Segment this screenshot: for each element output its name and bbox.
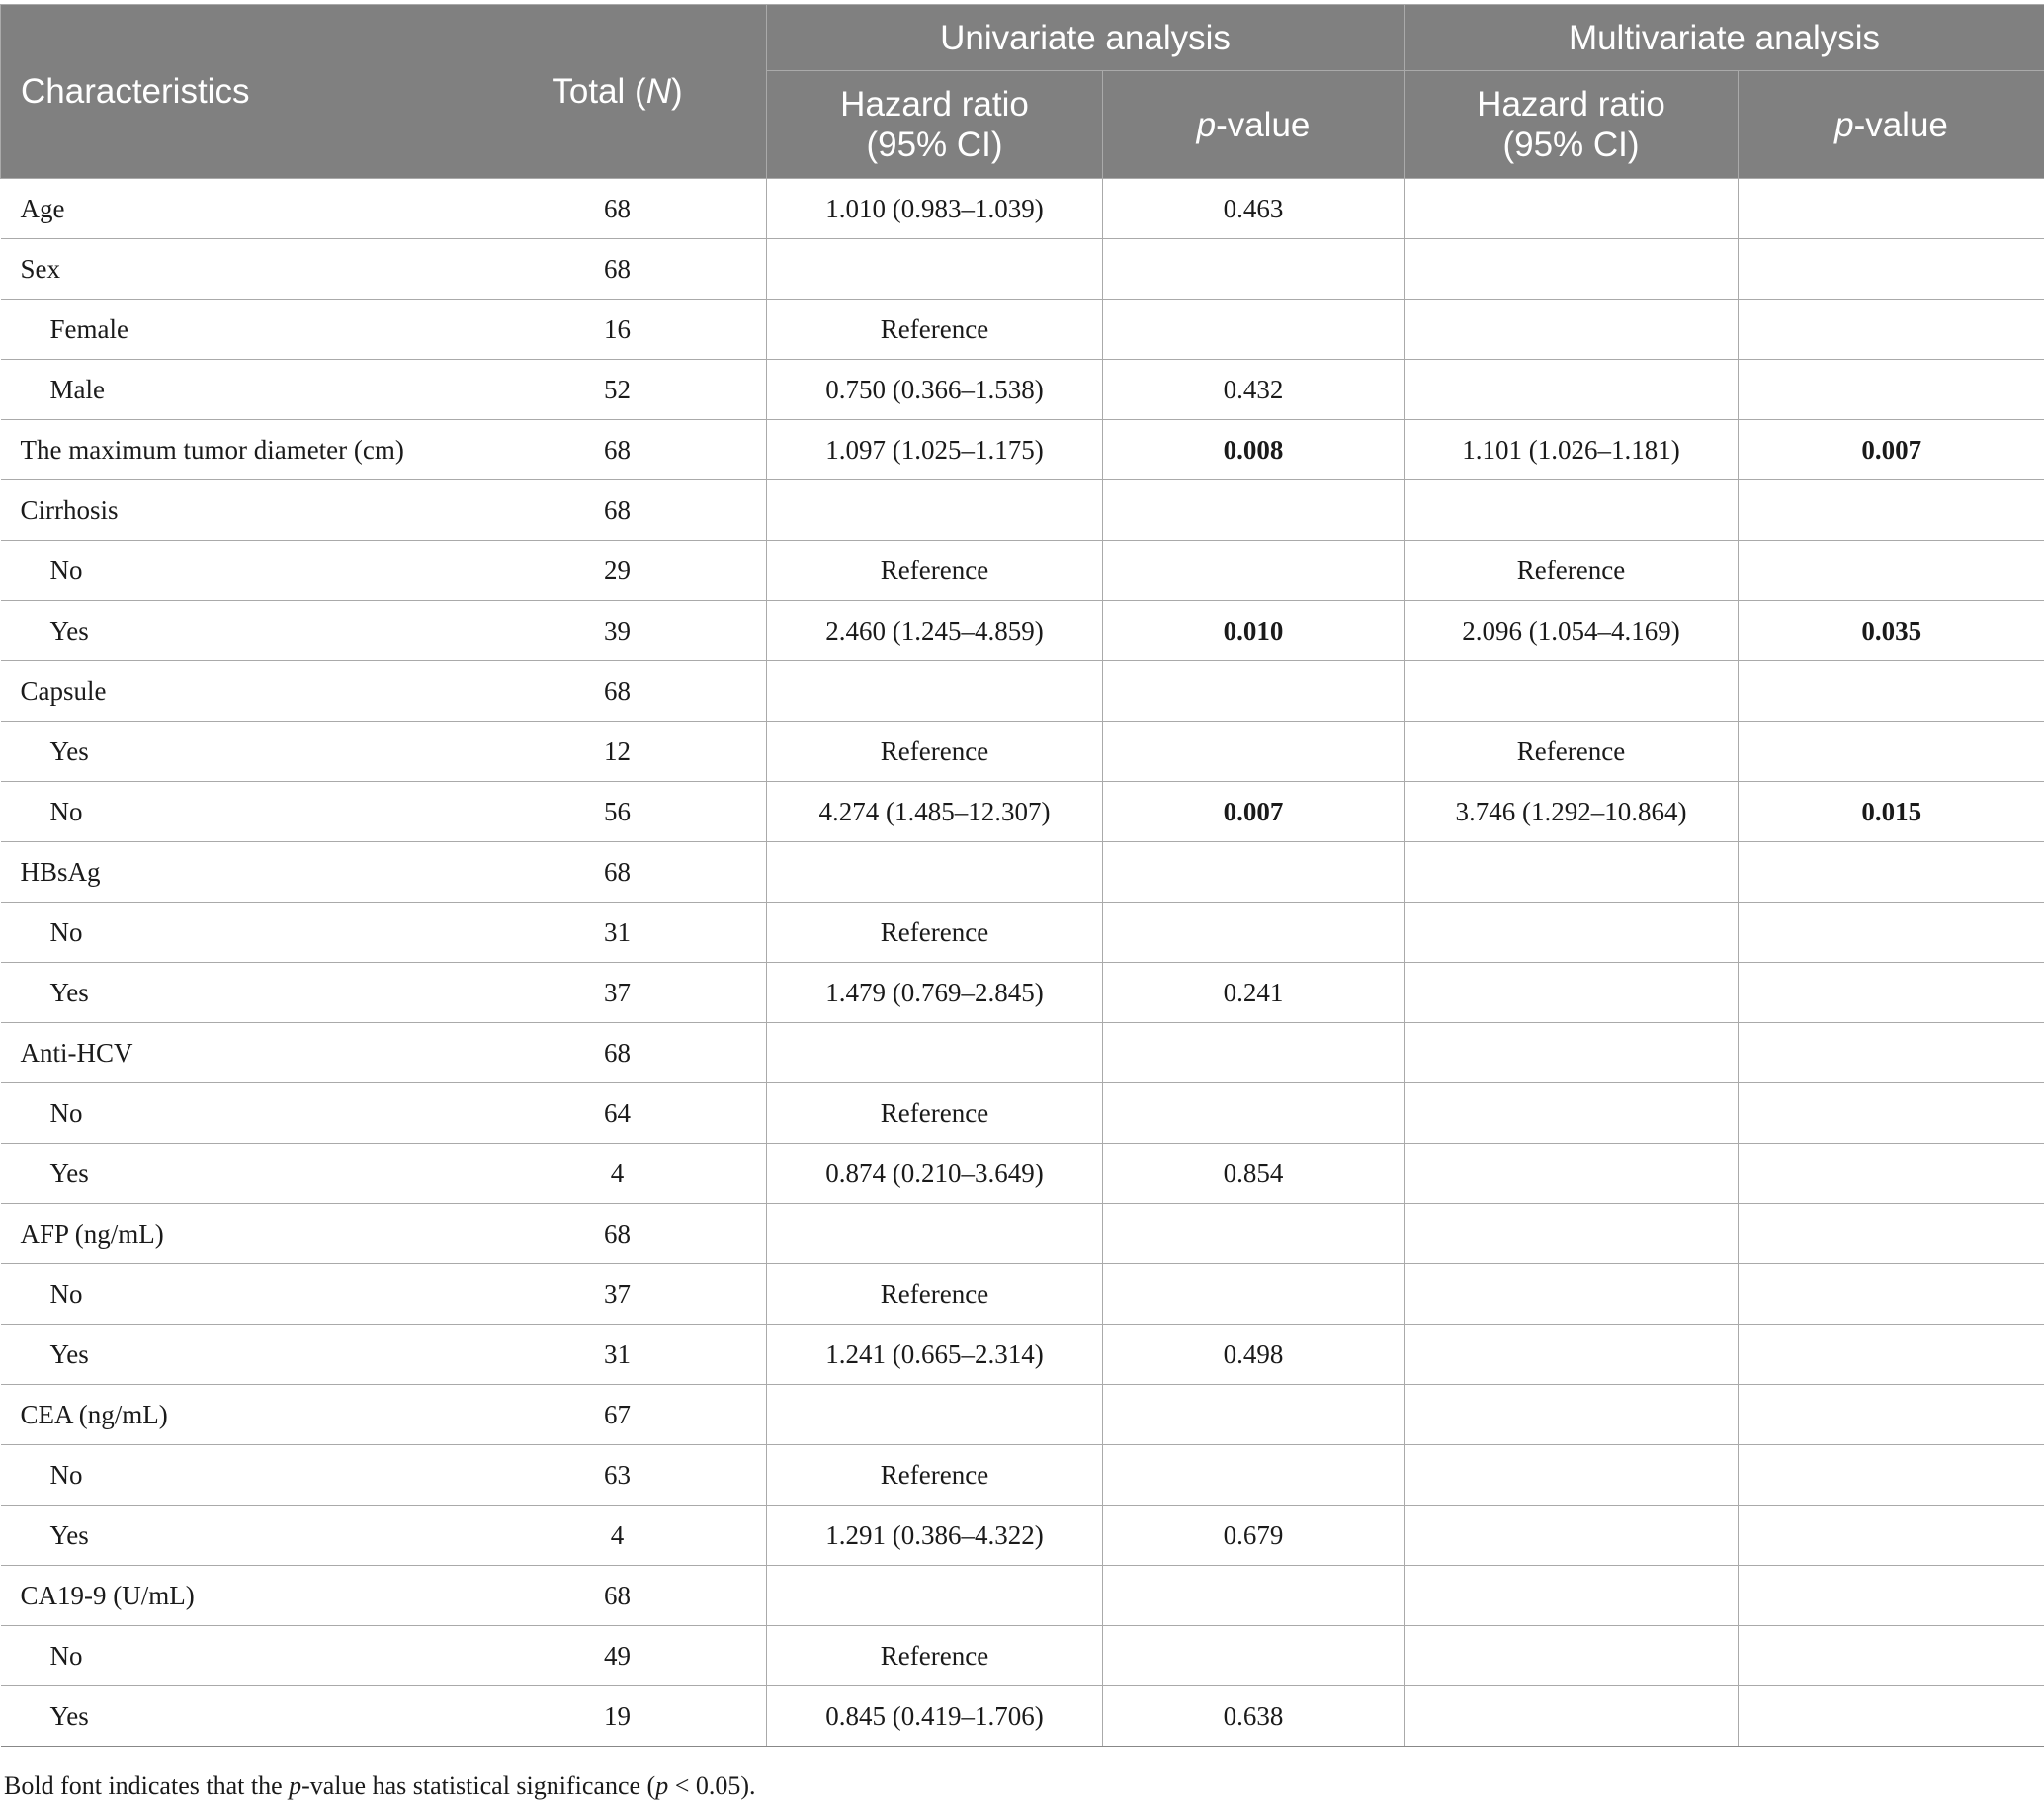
cell-uni-hazard-ratio: Reference	[767, 1083, 1103, 1144]
cell-uni-hazard-ratio: 1.291 (0.386–4.322)	[767, 1506, 1103, 1566]
header-uni-hazard-ratio	[767, 71, 1103, 179]
cell-characteristic: No	[1, 782, 468, 842]
cell-multi-p-value	[1739, 1204, 2044, 1264]
footnote-middle: -value has statistical significance (	[301, 1771, 656, 1800]
table-row	[1, 1445, 2044, 1506]
table-row	[1, 179, 2044, 239]
cell-total: 67	[468, 1385, 767, 1445]
cell-characteristic: No	[1, 1445, 468, 1506]
cell-total: 68	[468, 480, 767, 541]
cell-multi-hazard-ratio	[1405, 300, 1739, 360]
cell-total: 31	[468, 1325, 767, 1385]
cell-characteristic: Yes	[1, 963, 468, 1023]
cell-total: 68	[468, 1566, 767, 1626]
cell-total: 39	[468, 601, 767, 661]
cell-characteristic: Yes	[1, 601, 468, 661]
cell-uni-p-value: 0.008	[1103, 420, 1405, 480]
cell-characteristic: Anti-HCV	[1, 1023, 468, 1083]
cell-characteristic: The maximum tumor diameter (cm)	[1, 420, 468, 480]
cell-uni-p-value: 0.638	[1103, 1686, 1405, 1747]
cell-multi-p-value	[1739, 1023, 2044, 1083]
cell-multi-p-value	[1739, 179, 2044, 239]
cell-multi-hazard-ratio	[1405, 1083, 1739, 1144]
table-row	[1, 420, 2044, 480]
cell-multi-p-value	[1739, 1083, 2044, 1144]
cell-multi-p-value	[1739, 480, 2044, 541]
cell-uni-hazard-ratio: Reference	[767, 1626, 1103, 1686]
cell-multi-hazard-ratio	[1405, 1325, 1739, 1385]
cell-total: 37	[468, 963, 767, 1023]
cell-total: 68	[468, 661, 767, 722]
table-row	[1, 1023, 2044, 1083]
table-row	[1, 1566, 2044, 1626]
cell-total: 63	[468, 1445, 767, 1506]
cell-uni-hazard-ratio	[767, 1023, 1103, 1083]
cell-total: 37	[468, 1264, 767, 1325]
table-row	[1, 722, 2044, 782]
cell-uni-hazard-ratio: 0.845 (0.419–1.706)	[767, 1686, 1103, 1747]
header-total-close: )	[670, 72, 683, 111]
header-multi-hazard-ratio	[1405, 71, 1739, 179]
table-row	[1, 661, 2044, 722]
cell-uni-p-value	[1103, 1626, 1405, 1686]
cell-multi-p-value	[1739, 1686, 2044, 1747]
cell-uni-hazard-ratio: 1.010 (0.983–1.039)	[767, 179, 1103, 239]
table-row	[1, 782, 2044, 842]
cell-characteristic: CEA (ng/mL)	[1, 1385, 468, 1445]
cell-uni-p-value: 0.241	[1103, 963, 1405, 1023]
cell-characteristic: No	[1, 1083, 468, 1144]
p-suffix: -value	[1853, 105, 1948, 144]
table-row	[1, 480, 2044, 541]
cell-total: 64	[468, 1083, 767, 1144]
cell-characteristic: AFP (ng/mL)	[1, 1204, 468, 1264]
cell-uni-p-value	[1103, 842, 1405, 903]
table-body	[1, 179, 2044, 1747]
cell-uni-hazard-ratio: Reference	[767, 1264, 1103, 1325]
cell-multi-hazard-ratio	[1405, 963, 1739, 1023]
cell-uni-p-value	[1103, 1204, 1405, 1264]
cell-multi-p-value	[1739, 903, 2044, 963]
cell-multi-p-value	[1739, 239, 2044, 300]
cell-total: 56	[468, 782, 767, 842]
header-uni-p-value	[1103, 71, 1405, 179]
cell-multi-hazard-ratio: Reference	[1405, 722, 1739, 782]
table-row	[1, 1626, 2044, 1686]
cell-multi-p-value	[1739, 541, 2044, 601]
cell-characteristic: Capsule	[1, 661, 468, 722]
cell-multi-hazard-ratio	[1405, 1023, 1739, 1083]
cell-multi-hazard-ratio: Reference	[1405, 541, 1739, 601]
cell-multi-p-value	[1739, 1144, 2044, 1204]
cell-multi-hazard-ratio	[1405, 1626, 1739, 1686]
cell-uni-p-value	[1103, 661, 1405, 722]
cell-uni-hazard-ratio: Reference	[767, 1445, 1103, 1506]
cell-uni-p-value	[1103, 480, 1405, 541]
cell-multi-p-value	[1739, 360, 2044, 420]
table-row	[1, 1506, 2044, 1566]
cell-uni-p-value	[1103, 722, 1405, 782]
cell-characteristic: Female	[1, 300, 468, 360]
cell-uni-hazard-ratio: 1.097 (1.025–1.175)	[767, 420, 1103, 480]
cell-characteristic: No	[1, 1626, 468, 1686]
table-row	[1, 1083, 2044, 1144]
cell-uni-p-value	[1103, 1445, 1405, 1506]
cell-uni-p-value: 0.010	[1103, 601, 1405, 661]
cell-total: 68	[468, 179, 767, 239]
cell-multi-hazard-ratio	[1405, 1385, 1739, 1445]
cell-characteristic: Sex	[1, 239, 468, 300]
cell-multi-hazard-ratio: 3.746 (1.292–10.864)	[1405, 782, 1739, 842]
table-row	[1, 1264, 2044, 1325]
cell-multi-hazard-ratio	[1405, 179, 1739, 239]
cell-multi-hazard-ratio: 2.096 (1.054–4.169)	[1405, 601, 1739, 661]
cell-multi-hazard-ratio	[1405, 1686, 1739, 1747]
cell-total: 16	[468, 300, 767, 360]
cell-characteristic: HBsAg	[1, 842, 468, 903]
cell-characteristic: Yes	[1, 1144, 468, 1204]
cell-multi-hazard-ratio	[1405, 1144, 1739, 1204]
cell-uni-hazard-ratio: 4.274 (1.485–12.307)	[767, 782, 1103, 842]
cell-uni-hazard-ratio: Reference	[767, 903, 1103, 963]
cell-total: 68	[468, 239, 767, 300]
table-row	[1, 1204, 2044, 1264]
table-row	[1, 903, 2044, 963]
cell-total: 31	[468, 903, 767, 963]
table-row	[1, 1686, 2044, 1747]
cell-multi-hazard-ratio	[1405, 1506, 1739, 1566]
table-row	[1, 963, 2044, 1023]
table-row	[1, 1144, 2044, 1204]
hr-line2: (95% CI)	[866, 126, 1003, 164]
header-total-n: N	[645, 72, 671, 111]
cell-multi-p-value	[1739, 1264, 2044, 1325]
cell-multi-hazard-ratio	[1405, 661, 1739, 722]
table-row	[1, 300, 2044, 360]
cell-uni-p-value	[1103, 1083, 1405, 1144]
cell-uni-hazard-ratio: Reference	[767, 541, 1103, 601]
header-multi-p-value	[1739, 71, 2044, 179]
cell-total: 4	[468, 1506, 767, 1566]
cell-multi-hazard-ratio	[1405, 1204, 1739, 1264]
cell-uni-p-value	[1103, 903, 1405, 963]
cell-total: 68	[468, 1023, 767, 1083]
footnote-p1: p	[289, 1771, 302, 1800]
cell-uni-p-value	[1103, 1264, 1405, 1325]
cell-uni-p-value: 0.007	[1103, 782, 1405, 842]
cell-uni-hazard-ratio: 1.241 (0.665–2.314)	[767, 1325, 1103, 1385]
cell-multi-p-value	[1739, 722, 2044, 782]
cell-uni-p-value	[1103, 1566, 1405, 1626]
p-letter: p	[1834, 105, 1854, 144]
p-suffix: -value	[1216, 105, 1311, 144]
cell-multi-p-value	[1739, 842, 2044, 903]
cell-multi-hazard-ratio	[1405, 239, 1739, 300]
cell-uni-hazard-ratio: Reference	[767, 722, 1103, 782]
cell-characteristic: No	[1, 541, 468, 601]
hr-line2: (95% CI)	[1502, 126, 1640, 164]
footnote	[4, 1771, 756, 1801]
cell-multi-p-value	[1739, 1566, 2044, 1626]
cell-uni-p-value	[1103, 300, 1405, 360]
cell-characteristic: Yes	[1, 722, 468, 782]
cell-uni-hazard-ratio: 0.874 (0.210–3.649)	[767, 1144, 1103, 1204]
cell-multi-p-value	[1739, 1445, 2044, 1506]
table-row	[1, 541, 2044, 601]
table-row	[1, 1325, 2044, 1385]
footnote-p2: p	[655, 1771, 669, 1800]
cell-total: 4	[468, 1144, 767, 1204]
cell-multi-p-value: 0.035	[1739, 601, 2044, 661]
header-total	[468, 5, 767, 179]
cell-multi-hazard-ratio	[1405, 903, 1739, 963]
header-row-1	[1, 5, 2044, 71]
cell-multi-hazard-ratio: 1.101 (1.026–1.181)	[1405, 420, 1739, 480]
cell-total: 12	[468, 722, 767, 782]
cell-characteristic: Cirrhosis	[1, 480, 468, 541]
cell-characteristic: Male	[1, 360, 468, 420]
cell-total: 68	[468, 1204, 767, 1264]
cell-uni-p-value: 0.432	[1103, 360, 1405, 420]
cell-total: 29	[468, 541, 767, 601]
cell-uni-p-value: 0.679	[1103, 1506, 1405, 1566]
hr-line1: Hazard ratio	[1477, 85, 1665, 124]
cell-uni-hazard-ratio	[767, 1385, 1103, 1445]
footnote-before: Bold font indicates that the	[4, 1771, 290, 1800]
cell-total: 19	[468, 1686, 767, 1747]
cell-characteristic: CA19-9 (U/mL)	[1, 1566, 468, 1626]
cell-uni-hazard-ratio: 2.460 (1.245–4.859)	[767, 601, 1103, 661]
cell-multi-p-value	[1739, 661, 2044, 722]
cell-characteristic: No	[1, 903, 468, 963]
header-multivariate: Multivariate analysis	[1405, 5, 2044, 71]
cell-multi-hazard-ratio	[1405, 842, 1739, 903]
cell-uni-p-value: 0.854	[1103, 1144, 1405, 1204]
footnote-after: < 0.05).	[668, 1771, 756, 1800]
cell-uni-hazard-ratio: 1.479 (0.769–2.845)	[767, 963, 1103, 1023]
cell-uni-hazard-ratio	[767, 480, 1103, 541]
cell-characteristic: Age	[1, 179, 468, 239]
results-table	[0, 4, 2044, 1747]
cell-uni-p-value	[1103, 1023, 1405, 1083]
cell-multi-p-value	[1739, 1325, 2044, 1385]
cell-multi-p-value	[1739, 300, 2044, 360]
cell-characteristic: No	[1, 1264, 468, 1325]
cell-total: 68	[468, 842, 767, 903]
header-univariate: Univariate analysis	[767, 5, 1405, 71]
table-row	[1, 239, 2044, 300]
cell-uni-hazard-ratio: 0.750 (0.366–1.538)	[767, 360, 1103, 420]
cell-uni-p-value	[1103, 541, 1405, 601]
table-row	[1, 1385, 2044, 1445]
cell-uni-hazard-ratio	[767, 842, 1103, 903]
cell-multi-hazard-ratio	[1405, 1566, 1739, 1626]
cell-multi-p-value	[1739, 1506, 2044, 1566]
cell-multi-p-value	[1739, 963, 2044, 1023]
cell-characteristic: Yes	[1, 1686, 468, 1747]
header-total-label: Total (	[552, 72, 646, 111]
cell-total: 52	[468, 360, 767, 420]
hr-line1: Hazard ratio	[840, 85, 1029, 124]
cell-uni-p-value: 0.498	[1103, 1325, 1405, 1385]
cell-multi-p-value: 0.007	[1739, 420, 2044, 480]
p-letter: p	[1196, 105, 1217, 144]
cell-multi-hazard-ratio	[1405, 1264, 1739, 1325]
cell-uni-hazard-ratio: Reference	[767, 300, 1103, 360]
table-row	[1, 842, 2044, 903]
cell-multi-hazard-ratio	[1405, 480, 1739, 541]
cell-total: 68	[468, 420, 767, 480]
cell-characteristic: Yes	[1, 1325, 468, 1385]
table-row	[1, 360, 2044, 420]
cell-multi-p-value	[1739, 1385, 2044, 1445]
cell-uni-hazard-ratio	[767, 1566, 1103, 1626]
cell-characteristic: Yes	[1, 1506, 468, 1566]
cell-multi-hazard-ratio	[1405, 360, 1739, 420]
header-characteristics: Characteristics	[1, 5, 468, 179]
table-row	[1, 601, 2044, 661]
cell-uni-p-value	[1103, 239, 1405, 300]
cell-uni-p-value	[1103, 1385, 1405, 1445]
cell-multi-p-value	[1739, 1626, 2044, 1686]
cell-uni-hazard-ratio	[767, 239, 1103, 300]
cell-multi-hazard-ratio	[1405, 1445, 1739, 1506]
cell-uni-p-value: 0.463	[1103, 179, 1405, 239]
cell-multi-p-value: 0.015	[1739, 782, 2044, 842]
cell-uni-hazard-ratio	[767, 1204, 1103, 1264]
cell-uni-hazard-ratio	[767, 661, 1103, 722]
cell-total: 49	[468, 1626, 767, 1686]
